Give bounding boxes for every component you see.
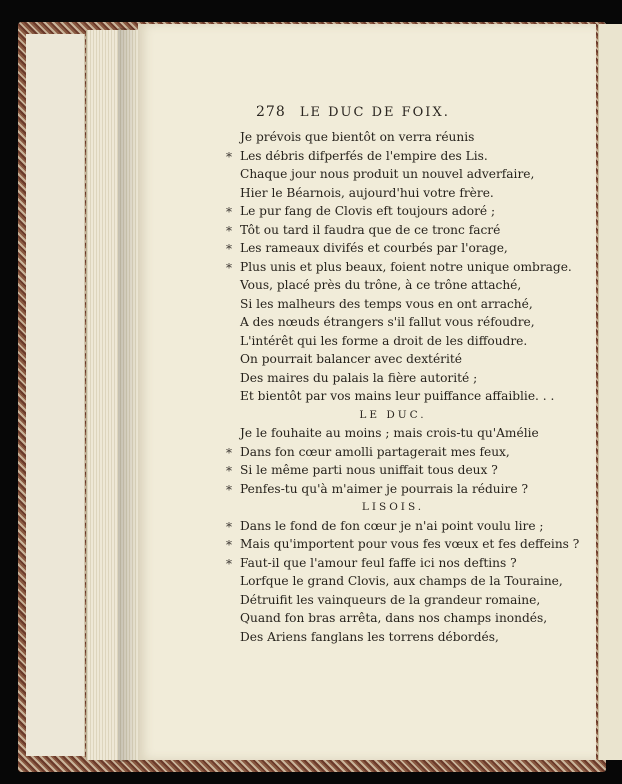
verse-line: Lorfque le grand Clovis, aux champs de la Touraine, (240, 574, 563, 588)
gutter-shadow (118, 28, 140, 762)
facing-page-edge (598, 24, 622, 760)
speaker-name: LE DUC. (359, 408, 427, 421)
verse-line: L'intérêt qui les forme a droit de les diffoudre. (240, 333, 528, 348)
page-number: 278 (256, 104, 286, 120)
speaker-name: LISOIS. (361, 501, 425, 513)
verse-line: Si les malheurs des temps vous en ont arraché, (240, 296, 533, 311)
verse-line: Je le fouhaite au moins ; mais crois-tu qu'Amélie (240, 426, 539, 440)
verse-line: Et bientôt par vos mains leur puiffance affaiblie. . . (240, 389, 555, 403)
verse-line: Je prévois que bientôt on verra réunis (240, 130, 475, 144)
verse-line: * Si le même parti nous uniffait tous deux ? (240, 461, 586, 480)
verse-line: * Penfes-tu qu'à m'aimer je pourrais la réduire ? (240, 480, 586, 499)
verse-line: * Dans fon cœur amolli partagerait mes feux, (240, 443, 586, 462)
verse-line: Hier le Béarnois, aujourd'hui votre frère. (240, 185, 494, 200)
verse-line: Quand fon bras arrêta, dans nos champs inondés, (240, 611, 548, 625)
verse-line: * Les débris difperfés de l'empire des Lis. (240, 147, 586, 166)
verse-line: Détruifit les vainqueurs de la grandeur romaine, (240, 592, 541, 607)
verse-line: Chaque jour nous produit un nouvel adverfaire, (240, 167, 535, 181)
verse-line: * Mais qu'importent pour vous fes vœux et fes deffeins ? (240, 535, 586, 554)
verse-line: A des nœuds étrangers s'il fallut vous réfoudre, (240, 315, 535, 329)
verse-line: * Le pur fang de Clovis eft toujours adoré ; (240, 202, 586, 221)
running-title: LE DUC DE FOIX. (299, 105, 450, 120)
verse-line: * Faut-il que l'amour feul faffe ici nos deftins ? (240, 554, 586, 573)
verse-line: Vous, placé près du trône, à ce trône attaché, (240, 278, 522, 292)
verse-line: * Dans le fond de fon cœur je n'ai point voulu lire ; (240, 517, 586, 536)
running-header (256, 104, 496, 120)
verse-line: * Les rameaux divifés et courbés par l'orage, (240, 239, 586, 258)
verse-line: * Plus unis et plus beaux, foient notre unique ombrage. (240, 258, 586, 277)
verse-line: Des Ariens fanglans les torrens débordés, (240, 629, 499, 644)
endpaper (26, 34, 85, 756)
verse-line: * Tôt ou tard il faudra que de ce tronc facré (240, 221, 586, 240)
verse-line: On pourrait balancer avec dextérité (240, 352, 463, 366)
verse-block (240, 128, 586, 646)
verse-line: Des maires du palais la fière autorité ; (240, 370, 478, 385)
